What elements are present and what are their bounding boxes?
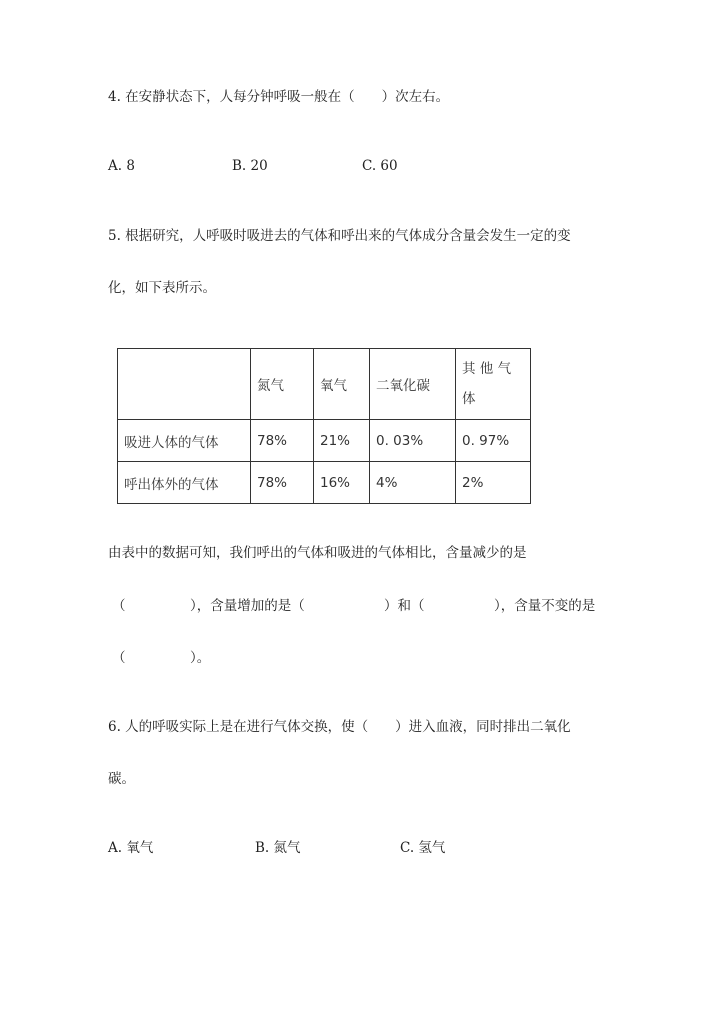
table-header-cell: 二氧化碳 bbox=[370, 349, 456, 420]
table-header-cell: 其 他 气 体 bbox=[456, 349, 531, 420]
q5-conclusion-text: ），含量增加的是（ bbox=[190, 598, 305, 614]
table-cell: 78% bbox=[251, 462, 314, 504]
table-cell: 0. 97% bbox=[456, 420, 531, 462]
q4-option-c: C. 60 bbox=[362, 158, 398, 174]
table-header-cell: 氮气 bbox=[251, 349, 314, 420]
table-header-cell bbox=[118, 349, 251, 420]
table-header-row bbox=[118, 349, 531, 420]
table-cell: 16% bbox=[314, 462, 370, 504]
table-cell: 78% bbox=[251, 420, 314, 462]
q4-option-b: B. 20 bbox=[232, 158, 268, 174]
q5-blank-open: （ bbox=[112, 598, 126, 614]
table-cell: 21% bbox=[314, 420, 370, 462]
table-cell: 0. 03% bbox=[370, 420, 456, 462]
question-4-stem: 4. 在安静状态下，人每分钟呼吸一般在（ ）次左右。 bbox=[108, 89, 450, 105]
question-5-stem-line2: 化，如下表所示。 bbox=[108, 280, 216, 296]
gas-composition-table bbox=[117, 348, 531, 504]
q6-option-c: C. 氢气 bbox=[400, 840, 446, 856]
q6-option-b: B. 氮气 bbox=[255, 840, 301, 856]
question-6-stem-line1: 6. 人的呼吸实际上是在进行气体交换，使（ ）进入血液，同时排出二氧化 bbox=[108, 719, 571, 735]
question-6-stem-line2: 碳。 bbox=[108, 771, 135, 787]
question-5-stem-line1: 5. 根据研究，人呼吸时吸进去的气体和呼出来的气体成分含量会发生一定的变 bbox=[108, 228, 571, 244]
q5-conclusion-text: ），含量不变的是 bbox=[494, 598, 596, 614]
q4-option-a: A. 8 bbox=[108, 158, 135, 174]
table-cell: 呼出体外的气体 bbox=[118, 462, 251, 504]
table-header-cell: 氧气 bbox=[314, 349, 370, 420]
q5-conclusion-end: ）。 bbox=[190, 650, 211, 666]
table-cell: 4% bbox=[370, 462, 456, 504]
table-cell: 吸进人体的气体 bbox=[118, 420, 251, 462]
table-row bbox=[118, 420, 531, 462]
q5-blank-open: （ bbox=[112, 650, 126, 666]
q5-conclusion-text: ）和（ bbox=[384, 598, 425, 614]
table-cell: 2% bbox=[456, 462, 531, 504]
q5-conclusion-line1: 由表中的数据可知，我们呼出的气体和吸进的气体相比，含量减少的是 bbox=[108, 545, 527, 561]
table-row bbox=[118, 462, 531, 504]
q6-option-a: A. 氧气 bbox=[108, 840, 154, 856]
